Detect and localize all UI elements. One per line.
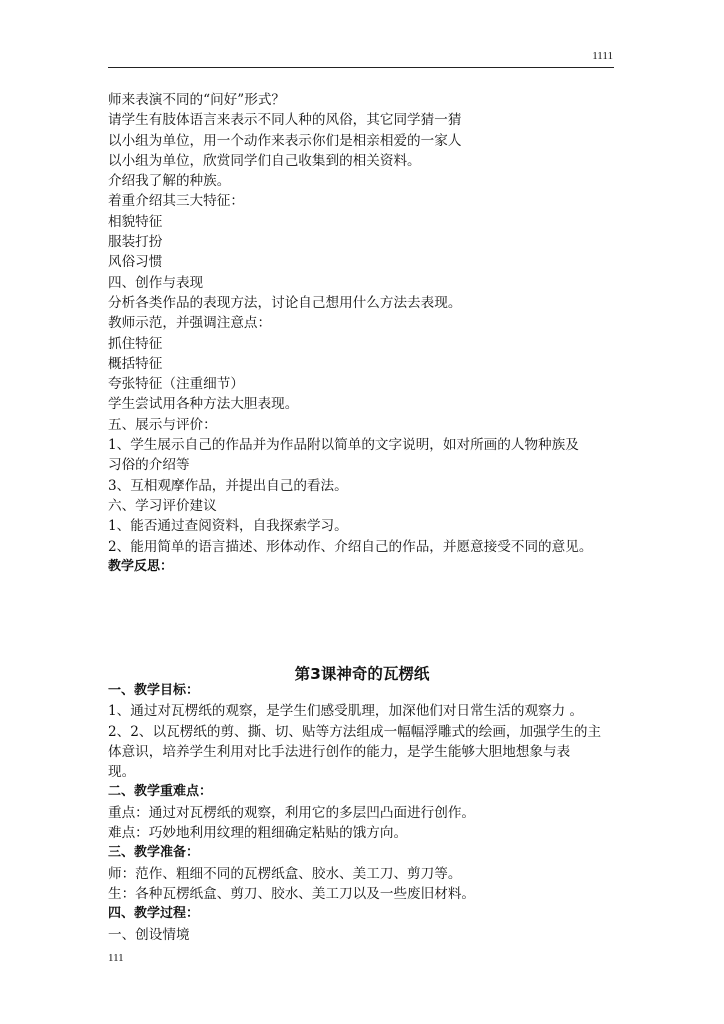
text-line: 相貌特征 [108, 213, 163, 230]
text-line: 一、创设情境 [108, 926, 190, 943]
header-page-number: 1111 [592, 50, 613, 62]
text-line: 2、能用简单的语言描述、形体动作、介绍自己的作品，并愿意接受不同的意见。 [108, 538, 593, 555]
text-line: 学生尝试用各种方法大胆表现。 [108, 396, 299, 413]
text-line: 教师示范，并强调注意点： [108, 315, 272, 332]
text-line: 抓住特征 [108, 335, 163, 352]
text-line: 1、通过对瓦楞纸的观察，是学生们感受肌理，加深他们对日常生活的观察力 。 [108, 703, 584, 720]
text-line: 师：范作、粗细不同的瓦楞纸盒、胶水、美工刀、剪刀等。 [108, 865, 462, 882]
body-text-top [108, 90, 628, 577]
text-line: 分析各类作品的表现方法，讨论自己想用什么方法去表现。 [108, 294, 462, 311]
text-line: 2、2、以瓦楞纸的剪、撕、切、贴等方法组成一幅幅浮雕式的绘画，加强学生的主 [108, 723, 602, 740]
body-text-bottom [108, 681, 628, 945]
text-line: 生：各种瓦楞纸盒、剪刀、胶水、美工刀以及一些废旧材料。 [108, 885, 476, 902]
footer-page-number: 111 [108, 952, 124, 964]
lesson-title: 第3课神奇的瓦楞纸 [294, 665, 430, 683]
text-line: 服装打扮 [108, 234, 163, 251]
text-line: 六、学习评价建议 [108, 497, 217, 514]
section-heading: 四、教学过程： [108, 906, 200, 922]
text-line: 五、展示与评价： [108, 416, 217, 433]
text-line: 3、互相观摩作品，并提出自己的看法。 [108, 477, 348, 494]
text-line: 难点：巧妙地利用纹理的粗细确定粘贴的饿方向。 [108, 825, 408, 842]
text-line: 四、创作与表现 [108, 274, 204, 291]
text-line: 概括特征 [108, 355, 163, 372]
text-line: 1、能否通过查阅资料，自我探索学习。 [108, 518, 348, 535]
text-line: 介绍我了解的种族。 [108, 173, 231, 190]
text-line: 夸张特征（注重细节） [108, 376, 244, 393]
section-heading: 二、教学重难点： [108, 784, 213, 800]
section-heading: 三、教学准备： [108, 845, 200, 861]
text-line: 请学生有肢体语言来表示不同人种的风俗，其它同学猜一猜 [108, 112, 462, 129]
section-heading: 教学反思： [108, 558, 174, 574]
section-heading: 一、教学目标： [108, 683, 200, 698]
text-line: 习俗的介绍等 [108, 457, 190, 474]
text-line: 着重介绍其三大特征： [108, 193, 244, 210]
text-line: 以小组为单位，欣赏同学们自己收集到的相关资料。 [108, 152, 421, 169]
text-line: 师来表演不同的“问好”形式？ [108, 92, 286, 108]
text-line: 现。 [108, 764, 136, 781]
text-line: 重点：通过对瓦楞纸的观察，利用它的多层凹凸面进行创作。 [108, 804, 476, 821]
text-line: 风俗习惯 [108, 254, 163, 271]
text-line: 体意识，培养学生利用对比手法进行创作的能力，是学生能够大胆地想象与表 [108, 743, 571, 760]
header-rule [108, 67, 614, 68]
text-line: 1、学生展示自己的作品并为作品附以简单的文字说明，如对所画的人物种族及 [108, 437, 579, 454]
text-line: 以小组为单位，用一个动作来表示你们是相亲相爱的一家人 [108, 132, 462, 149]
